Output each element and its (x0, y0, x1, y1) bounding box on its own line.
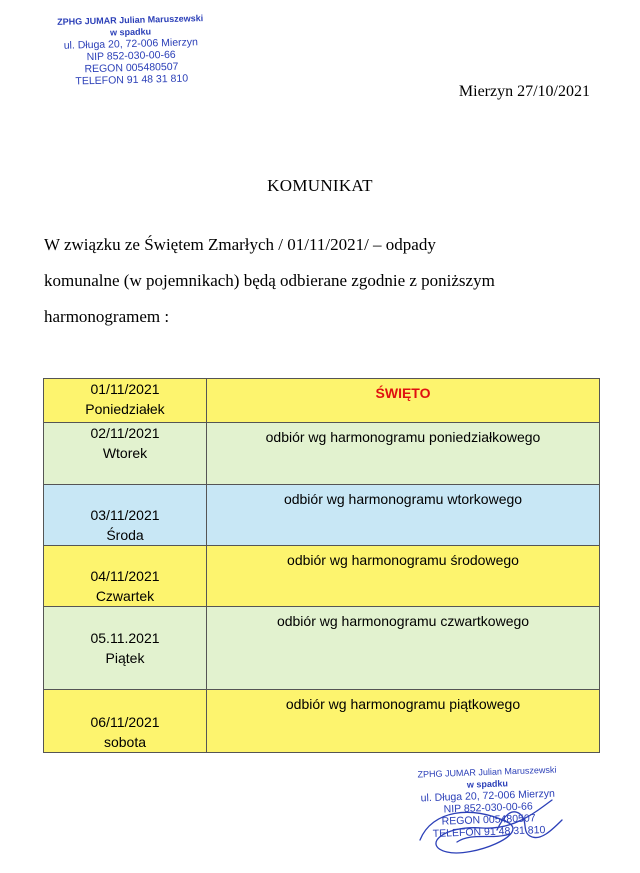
date-cell (44, 690, 207, 753)
row-weekday: Wtorek (102, 445, 148, 461)
stamp-line: TELEFON 91 48 31 810 (432, 824, 546, 840)
company-stamp-top (35, 12, 227, 89)
document-date: Mierzyn 27/10/2021 (458, 83, 590, 100)
row-weekday: Czwartek (95, 588, 155, 604)
collection-schedule-table (43, 378, 600, 753)
info-cell (207, 485, 600, 546)
stamp-line: ZPHG JUMAR Julian Maruszewski (417, 764, 557, 780)
date-cell (44, 485, 207, 546)
row-date: 01/11/2021 (90, 381, 160, 397)
row-date: 04/11/2021 (90, 568, 160, 584)
stamp-line: NIP 852-030-00-66 (443, 800, 533, 816)
stamp-line: REGON 005480507 (441, 812, 536, 828)
announcement-line: harmonogramem : (44, 307, 170, 326)
table-row (44, 607, 600, 690)
handwritten-signature (412, 770, 582, 870)
row-info: odbiór wg harmonogramu czwartkowego (276, 613, 530, 629)
row-info: odbiór wg harmonogramu wtorkowego (283, 491, 523, 507)
info-cell (207, 690, 600, 753)
stamp-line: ZPHG JUMAR Julian Maruszewski (57, 13, 204, 27)
row-info: odbiór wg harmonogramu środowego (287, 552, 519, 568)
announcement-line: komunalne (w pojemnikach) będą odbierane zgodnie z poniższym (44, 271, 495, 290)
table-row (44, 485, 600, 546)
row-weekday: Poniedziałek (85, 401, 165, 417)
info-cell (207, 379, 600, 423)
info-cell (207, 423, 600, 485)
row-info: odbiór wg harmonogramu poniedziałkowego (265, 429, 541, 445)
row-date: 05.11.2021 (90, 630, 160, 646)
table-row (44, 379, 600, 423)
table-row (44, 546, 600, 607)
stamp-line: TELEFON 91 48 31 810 (75, 72, 189, 88)
stamp-line: NIP 852-030-00-66 (86, 48, 176, 64)
stamp-line: w spadku (109, 26, 152, 38)
row-date: 06/11/2021 (90, 714, 160, 730)
date-cell (44, 379, 207, 423)
stamp-line: ul. Długa 20, 72-006 Mierzyn (63, 36, 199, 52)
row-date: 02/11/2021 (90, 425, 160, 441)
announcement-line: W związku ze Świętem Zmarłych / 01/11/2021/ – odpady (44, 235, 436, 254)
announcement-text (44, 227, 604, 335)
holiday-label: ŚWIĘTO (375, 385, 431, 401)
row-date: 03/11/2021 (90, 507, 160, 523)
stamp-line: w spadku (466, 778, 509, 790)
row-weekday: Piątek (105, 650, 145, 666)
table-row (44, 423, 600, 485)
info-cell (207, 607, 600, 690)
row-weekday: sobota (103, 734, 147, 750)
row-info: odbiór wg harmonogramu piątkowego (285, 696, 521, 712)
table-row (44, 690, 600, 753)
date-cell (44, 423, 207, 485)
row-weekday: Środa (106, 527, 144, 543)
date-cell (44, 607, 207, 690)
stamp-line: ul. Długa 20, 72-006 Mierzyn (420, 787, 556, 805)
info-cell (207, 546, 600, 607)
date-cell (44, 546, 207, 607)
document-title: KOMUNIKAT (267, 176, 373, 195)
stamp-line: REGON 005480507 (84, 60, 179, 76)
